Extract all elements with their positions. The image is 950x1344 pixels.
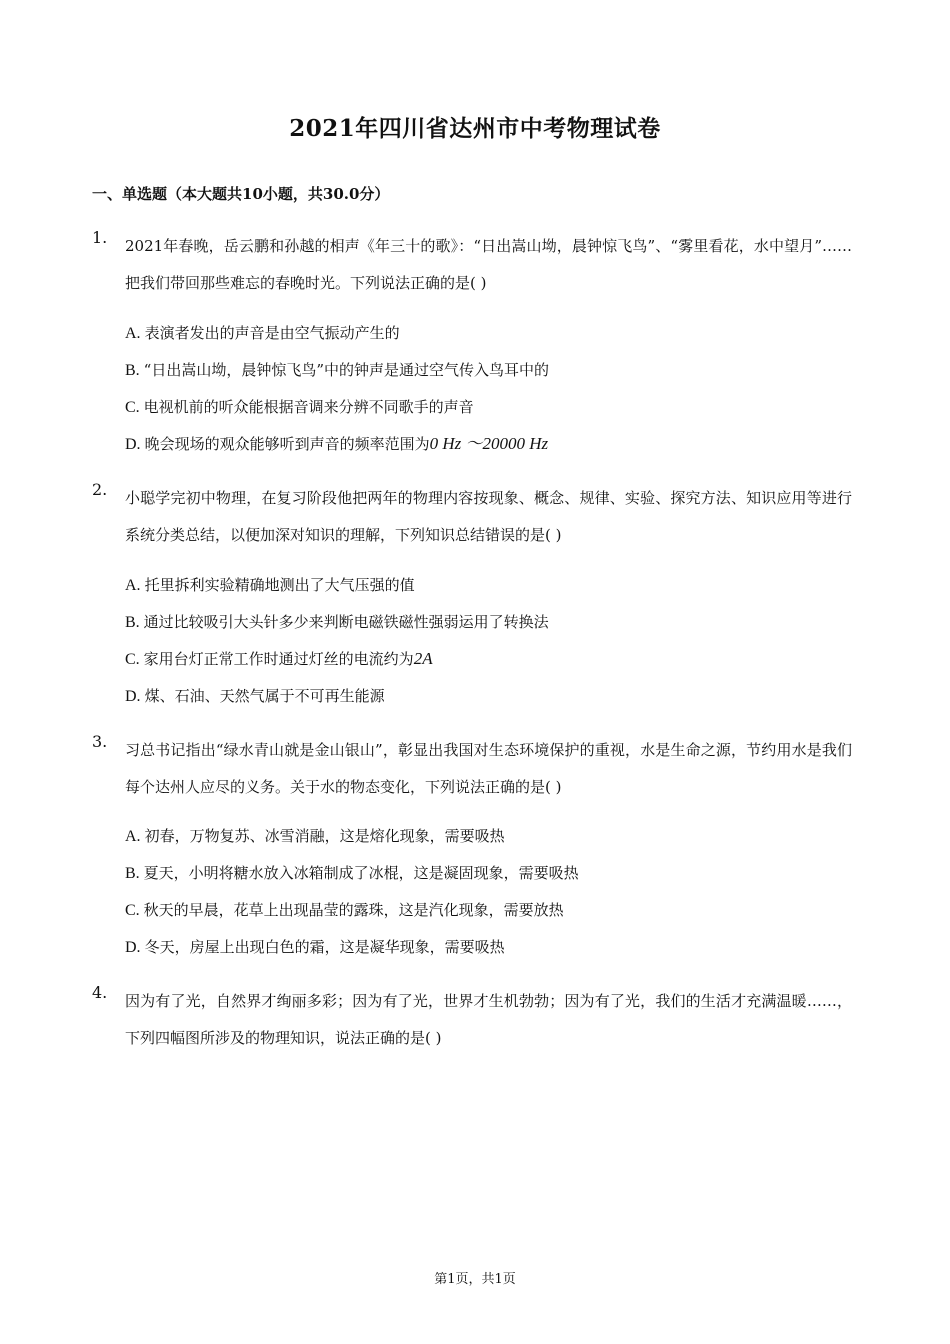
option-math: 2A	[413, 649, 433, 668]
question-2	[92, 480, 852, 554]
option-label: D.	[125, 436, 141, 453]
option-text: 冬天，房屋上出现白色的霜，这是凝华现象，需要吸热	[144, 938, 505, 956]
option-text: 通过比较吸引大头针多少来判断电磁铁磁性强弱运用了转换法	[143, 613, 549, 631]
option-text: “日出嵩山坳，晨钟惊飞鸟”中的钟声是通过空气传入鸟耳中的	[143, 361, 550, 379]
option-label: C.	[125, 902, 140, 919]
option-2d	[125, 686, 385, 707]
option-text: 煤、石油、天然气属于不可再生能源	[144, 687, 385, 705]
question-text: 2021年春晚，岳云鹏和孙越的相声《年三十的歌》：“日出嵩山坳，晨钟惊飞鸟”、“雾里看花，水中望月”……把我们带回那些难忘的春晚时光。下列说法正确的是( )	[125, 237, 852, 292]
option-label: D.	[125, 688, 141, 705]
option-label: B.	[125, 362, 140, 379]
option-label: B.	[125, 614, 140, 631]
question-number: 4.	[92, 983, 108, 1002]
question-text: 小聪学完初中物理，在复习阶段他把两年的物理内容按现象、概念、规律、实验、探究方法、知识应用等进行系统分类总结，以便加深对知识的理解，下列知识总结错误的是( )	[125, 489, 852, 544]
question-1	[92, 228, 852, 302]
option-text: 表演者发出的声音是由空气振动产生的	[144, 324, 400, 342]
section-heading: 一、单选题（本大题共10小题，共30.0分）	[92, 185, 390, 203]
option-text: 夏天，小明将糖水放入冰箱制成了冰棍，这是凝固现象，需要吸热	[143, 864, 579, 882]
option-text: 秋天的早晨，花草上出现晶莹的露珠，这是汽化现象，需要放热	[143, 901, 564, 919]
option-3a	[125, 826, 505, 847]
option-1a	[125, 323, 400, 344]
question-number: 2.	[92, 480, 108, 499]
option-math: 0 Hz ～20000 Hz	[429, 434, 549, 453]
option-2b	[125, 612, 549, 633]
option-text: 家用台灯正常工作时通过灯丝的电流约为	[143, 650, 414, 668]
question-text: 习总书记指出“绿水青山就是金山银山”，彰显出我国对生态环境保护的重视，水是生命之源，节约用水是我们每个达州人应尽的义务。关于水的物态变化，下列说法正确的是( )	[125, 741, 852, 796]
page-footer: 第1页，共1页	[434, 1272, 516, 1287]
question-number: 1.	[92, 228, 108, 247]
option-label: C.	[125, 651, 140, 668]
option-1d	[125, 434, 548, 455]
option-label: A.	[125, 577, 141, 594]
option-label: D.	[125, 939, 141, 956]
option-text: 初春，万物复苏、冰雪消融，这是熔化现象，需要吸热	[144, 827, 505, 845]
option-3b	[125, 863, 579, 884]
page-title: 2021年四川省达州市中考物理试卷	[289, 115, 661, 142]
question-3	[92, 732, 852, 806]
option-text: 晚会现场的观众能够听到声音的频率范围为	[144, 435, 430, 453]
option-text: 电视机前的听众能根据音调来分辨不同歌手的声音	[143, 398, 474, 416]
option-text: 托里拆利实验精确地测出了大气压强的值	[144, 576, 415, 594]
option-3d	[125, 937, 505, 958]
option-label: A.	[125, 828, 141, 845]
option-label: B.	[125, 865, 140, 882]
option-2c	[125, 649, 433, 670]
option-label: C.	[125, 399, 140, 416]
option-1c	[125, 397, 474, 418]
option-1b	[125, 360, 549, 381]
question-number: 3.	[92, 732, 108, 751]
question-4	[92, 983, 852, 1057]
option-label: A.	[125, 325, 141, 342]
option-3c	[125, 900, 564, 921]
question-text: 因为有了光，自然界才绚丽多彩；因为有了光，世界才生机勃勃；因为有了光，我们的生活才充满温暖……，下列四幅图所涉及的物理知识，说法正确的是( )	[125, 992, 852, 1047]
option-2a	[125, 575, 415, 596]
